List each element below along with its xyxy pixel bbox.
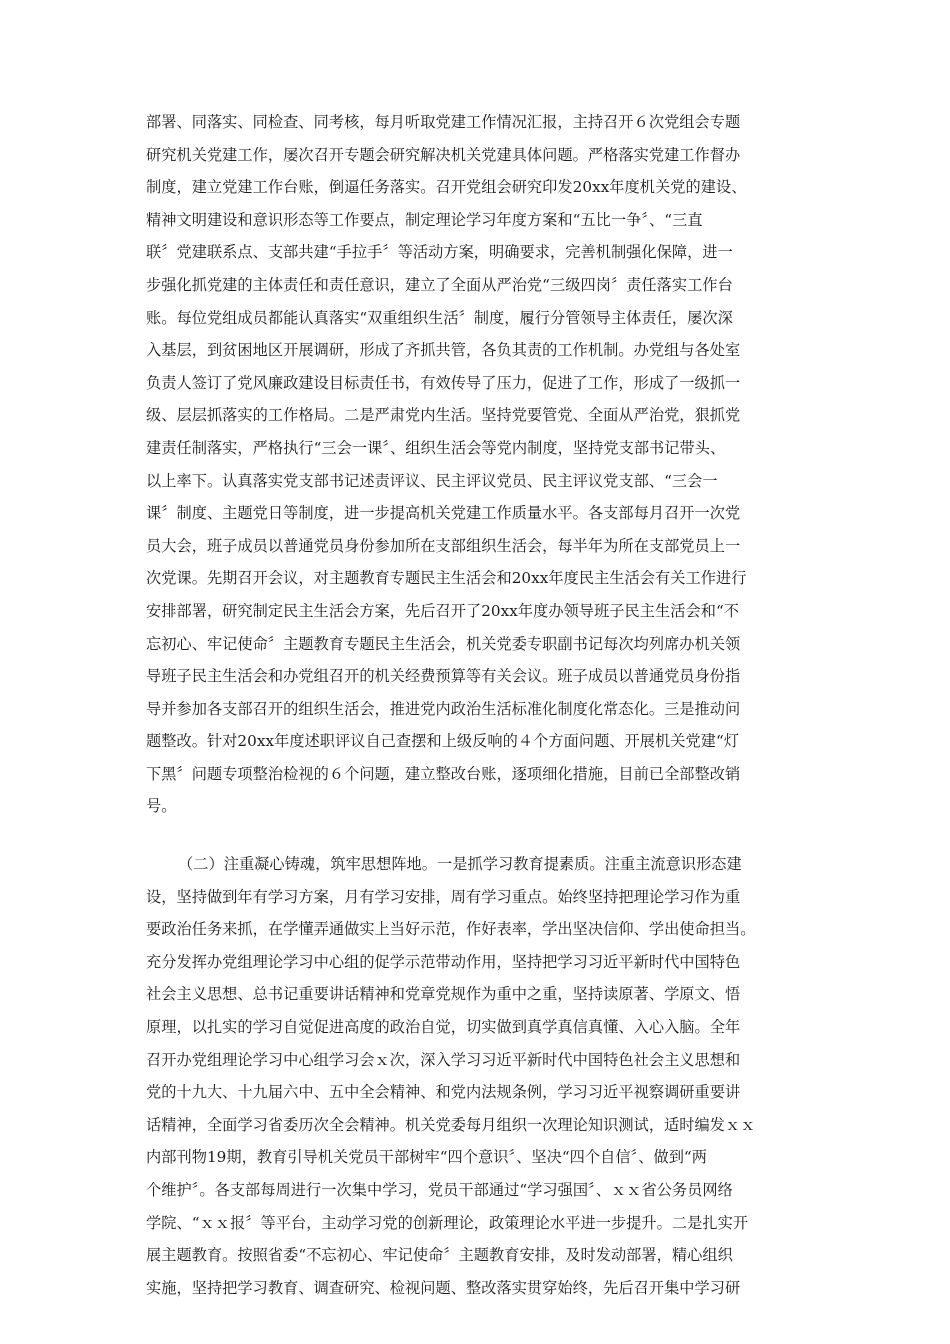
- text-line: 要政治任务来抓，在学懂弄通做实上当好示范，作好表率，学出坚决信仰、学出使命担当。: [146, 920, 756, 939]
- text-line: 个维护〞。各支部每周进行一次集中学习，党员干部通过“学习强国〞、ｘｘ省公务员网络: [146, 1181, 733, 1199]
- paragraph-spacer: [146, 823, 806, 848]
- text-line: 内部刊物19期，教育引导机关党员干部树牢“四个意识〞、坚决“四个自信〞、做到“两: [146, 1148, 707, 1167]
- text-line: 负责人签订了党风廉政建设目标责任书，有效传导了压力，促进了工作，形成了一级抓一: [146, 373, 741, 392]
- text-line: 步强化抓党建的主体责任和责任意识，建立了全面从严治党“三级四岗〞责任落实工作台: [146, 275, 733, 294]
- paragraph-ideological-education: [146, 848, 806, 1304]
- text-line: 学院、“ｘｘ报〞等平台，主动学习党的创新理论，政策理论水平进一步提升。二是扎实开: [146, 1213, 749, 1232]
- text-line: 下黑〞问题专项整治检视的６个问题，建立整改台账，逐项细化措施，目前已全部整改销: [146, 764, 741, 783]
- text-line: 设，坚持做到年有学习方案，月有学习安排，周有学习重点。始终坚持把理论学习作为重: [146, 887, 741, 906]
- text-line: 展主题教育。按照省委“不忘初心、牢记使命〞主题教育安排，及时发动部署，精心组织: [146, 1246, 733, 1265]
- paragraph-party-building-responsibility: [146, 106, 806, 823]
- text-line: 员大会，班子成员以普通党员身份参加所在支部组织生活会，每半年为所在支部党员上一: [146, 536, 741, 555]
- text-line: 联〞党建联系点、支部共建“手拉手〞等活动方案，明确要求，完善机制强化保障，进一: [146, 243, 733, 262]
- text-line: 话精神，全面学习省委历次全会精神。机关党委每月组织一次理论知识测试，适时编发ｘｘ: [146, 1115, 756, 1134]
- text-line: 召开办党组理论学习中心组学习会ｘ次，深入学习习近平新时代中国特色社会主义思想和: [146, 1050, 741, 1069]
- text-line: 党的十九大、十九届六中、五中全会精神、和党内法规条例，学习习近平视察调研重要讲: [146, 1083, 741, 1102]
- text-line: 课〞制度、主题党日等制度，进一步提高机关党建工作质量水平。各支部每月召开一次党: [146, 504, 741, 523]
- text-line: 次党课。先期召开会议，对主题教育专题民主生活会和20xx年度民主生活会有关工作进行: [146, 569, 747, 588]
- text-line: 号。: [146, 797, 177, 816]
- text-line: 忘初心、牢记使命〞主题教育专题民主生活会，机关党委专职副书记每次均列席办机关领: [146, 634, 741, 653]
- text-line: 实施，坚持把学习教育、调查研究、检视问题、整改落实贯穿始终，先后召开集中学习研: [146, 1278, 741, 1297]
- text-line: 制度，建立党建工作台账，倒逼任务落实。召开党组会研究印发20xx年度机关党的建设、: [146, 178, 747, 197]
- document-body: [146, 106, 806, 1304]
- text-line: 级、层层抓落实的工作格局。二是严肃党内生活。坚持党要管党、全面从严治党，狠抓党: [146, 406, 741, 425]
- text-line: 导班子民主生活会和办党组召开的机关经费预算等有关会议。班子成员以普通党员身份指: [146, 667, 741, 686]
- text-line: 部署、同落实、同检查、同考核，每月听取党建工作情况汇报，主持召开６次党组会专题: [146, 113, 741, 131]
- text-line: 入基层，到贫困地区开展调研，形成了齐抓共管，各负其责的工作机制。办党组与各处室: [146, 341, 741, 360]
- text-line: 研究机关党建工作，屡次召开专题会研究解决机关党建具体问题。严格落实党建工作督办: [146, 145, 741, 164]
- text-line: 账。每位党组成员都能认真落实“双重组织生活〞制度，履行分管领导主体责任，屡次深: [146, 308, 733, 327]
- text-line: （二）注重凝心铸魂，筑牢思想阵地。一是抓学习教育提素质。注重主流意识形态建: [178, 855, 742, 874]
- text-line: 题整改。针对20xx年度述职评议自己查摆和上级反响的４个方面问题、开展机关党建“灯: [146, 732, 740, 751]
- text-line: 充分发挥办党组理论学习中心组的促学示范带动作用，坚持把学习习近平新时代中国特色: [146, 952, 741, 971]
- text-line: 精神文明建设和意识形态等工作要点，制定理论学习年度方案和“五比一争〞、“三直: [146, 210, 703, 229]
- text-line: 原理，以扎实的学习自觉促进高度的政治自觉，切实做到真学真信真懂、入心入脑。全年: [146, 1018, 741, 1037]
- text-line: 社会主义思想、总书记重要讲话精神和党章党规作为重中之重，坚持读原著、学原文、悟: [146, 985, 741, 1004]
- text-line: 安排部署，研究制定民主生活会方案，先后召开了20xx年度办领导班子民主生活会和“不: [146, 601, 740, 620]
- text-line: 以上率下。认真落实党支部书记述责评议、民主评议党员、民主评议党支部、“三会一: [146, 471, 718, 490]
- text-line: 建责任制落实，严格执行“三会一课〞、组织生活会等党内制度，坚持党支部书记带头、: [146, 438, 726, 457]
- text-line: 导并参加各支部召开的组织生活会，推进党内政治生活标准化制度化常态化。三是推动问: [146, 699, 741, 718]
